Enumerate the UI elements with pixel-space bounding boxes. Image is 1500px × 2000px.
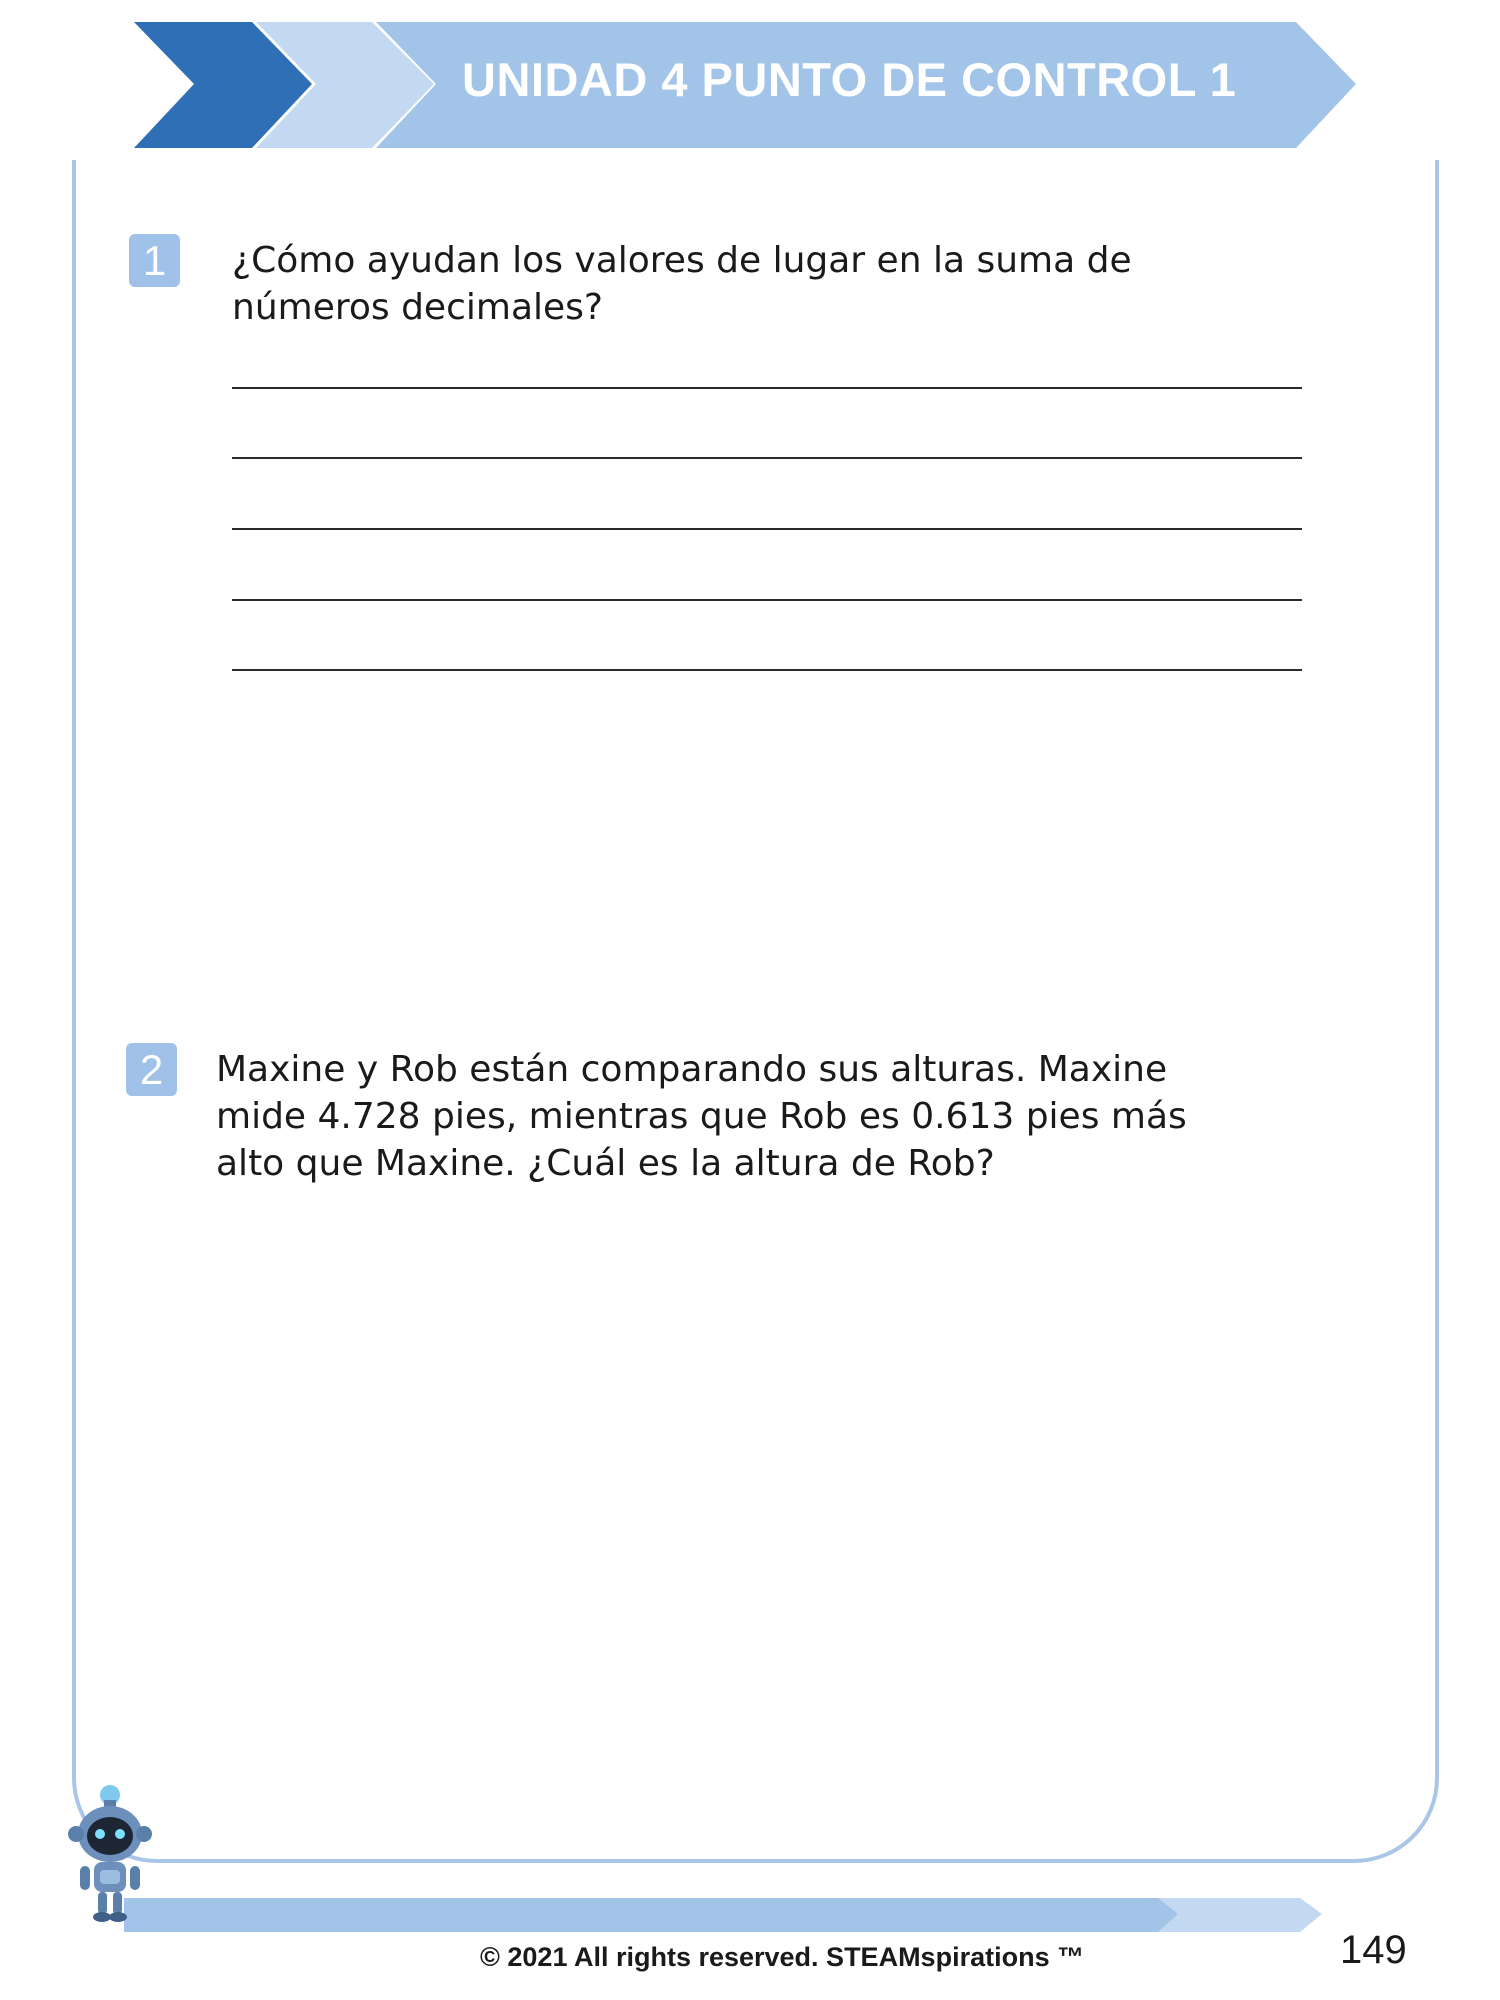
answer-line[interactable] [232,528,1302,530]
question-2-line: Maxine y Rob están comparando sus alturas. Maxine [216,1049,1168,1090]
question-1-line: números decimales? [232,287,604,328]
page-title: UNIDAD 4 PUNTO DE CONTROL 1 [462,53,1237,106]
answer-line[interactable] [232,599,1302,601]
answer-line[interactable] [232,387,1302,389]
question-1-text [232,237,1132,331]
answer-line[interactable] [232,457,1302,459]
answer-line[interactable] [232,669,1302,671]
page-number: 149 [1340,1928,1407,1972]
footer-bar [0,1890,1500,1940]
question-number-badge: 1 [129,234,180,287]
question-2-text [216,1046,1187,1187]
footer-bar-light [1158,1898,1322,1932]
footer-bar-main [124,1898,1180,1932]
question-number-badge: 2 [126,1043,177,1096]
copyright-text: © 2021 All rights reserved. STEAMspirations ™ [480,1942,1085,1972]
question-2-line: alto que Maxine. ¿Cuál es la altura de Rob? [216,1143,995,1184]
question-1-line: ¿Cómo ayudan los valores de lugar en la suma de [232,240,1132,281]
robot-mascot-icon [60,1782,160,1932]
question-2-line: mide 4.728 pies, mientras que Rob es 0.613 pies más [216,1096,1187,1137]
